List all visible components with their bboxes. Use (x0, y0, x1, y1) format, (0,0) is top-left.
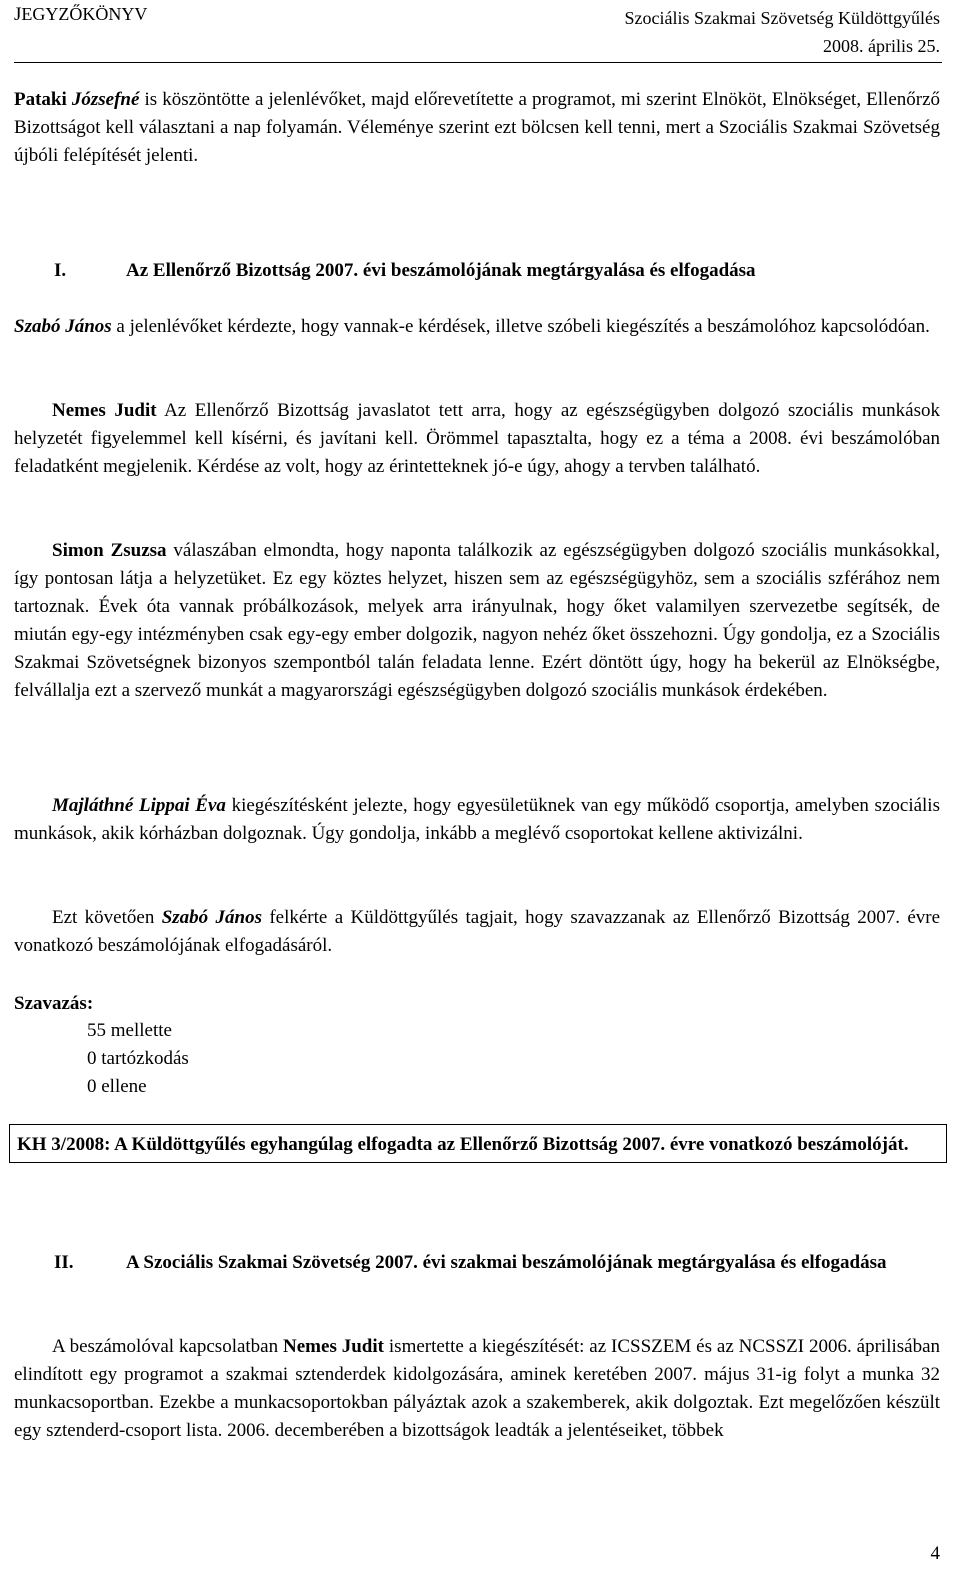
vote-result-against: 0 ellene (87, 1076, 147, 1097)
paragraph-text: ismertette a kiegészítését: az ICSSZEM és az NCSSZI 2006. áprilisában elindított egy programot a szakmai sztenderdek kidolgozására, aminek keretében 2007. május 31-ig folyt a munka 32 munkacsoportban. Ezekbe a munkacsoportokban pályáztak azok a szakemberek, akik dolgoztak. Ezt megelőzően készült egy sztenderd-csoport lista. 2006. decemberében a bizottságok leadták a jelentéseiket, többek (14, 1336, 941, 1441)
paragraph-report (14, 1333, 940, 1445)
event-date: 2008. április 25. (823, 36, 940, 56)
speaker-name: Szabó János (14, 316, 112, 337)
speaker-name: Szabó János (161, 907, 262, 928)
speaker-name: Nemes Judit (52, 400, 157, 421)
paragraph-simon (14, 537, 940, 705)
vote-result-for: 55 mellette (87, 1020, 172, 1041)
paragraph-nemes (14, 397, 940, 481)
paragraph-text: felkérte a Küldöttgyűlés tagjait, hogy szavazzanak az Ellenőrző Bizottság 2007. évre vonatkozó beszámolójának elfogadásáról. (14, 907, 941, 956)
paragraph-text: Az Ellenőrző Bizottság javaslatot tett arra, hogy az egészségügyben dolgozó szociális munkások helyzetét figyelemmel kell kísérni, és javítani kell. Örömmel tapasztalta, hogy ez a téma a 2008. évi beszámolóban feladatként megjelenik. Kérdése az volt, hogy az érintetteknek jó-e úgy, ahogy a tervben található. (14, 400, 940, 477)
paragraph-text: a jelenlévőket kérdezte, hogy vannak-e kérdések, illetve szóbeli kiegészítés a beszámolóhoz kapcsolódóan. (116, 316, 930, 337)
section-heading-2 (54, 1249, 940, 1277)
speaker-name: Pataki (14, 89, 67, 110)
section-heading-1 (54, 257, 940, 285)
paragraph-vote-request (14, 904, 940, 960)
page-number: 4 (930, 1543, 940, 1564)
section-number: I. (54, 260, 67, 281)
decision-box (9, 1124, 947, 1163)
speaker-name: Simon Zsuzsa (52, 540, 167, 561)
section-number: II. (54, 1252, 74, 1273)
paragraph-szabo (14, 313, 940, 341)
paragraph-text-lead: A beszámolóval kapcsolatban (52, 1336, 279, 1357)
speaker-name: Majláthné Lippai Éva (52, 795, 226, 816)
vote-label: Szavazás: (14, 993, 94, 1014)
paragraph-text-lead: Ezt követően (52, 907, 155, 928)
section-title: A Szociális Szakmai Szövetség 2007. évi szakmai beszámolójának megtárgyalása és elfogadása (126, 1252, 887, 1273)
speaker-name: Nemes Judit (283, 1336, 384, 1357)
paragraph-text: is köszöntötte a jelenlévőket, majd előrevetítette a programot, mi szerint Elnököt, Elnökséget, Ellenőrző Bizottságot kell választani a nap folyamán. Véleménye szerint ezt bölcsen kell tenni, mert a Szociális Szakmai Szövetség újbóli felépítését jelenti. (14, 89, 941, 166)
vote-result-abstain: 0 tartózkodás (87, 1048, 189, 1069)
event-title: Szociális Szakmai Szövetség Küldöttgyűlés (624, 8, 940, 28)
paragraph-text: válaszában elmondta, hogy naponta találkozik az egészségügyben dolgozó szociális munkásokkal, így pontosan látja a helyzetüket. Ez egy köztes helyzet, hiszen sem az egészségügyhöz, sem a szociális szférához nem tartoznak. Évek óta vannak próbálkozások, melyek arra irányulnak, hogy őket valamilyen szervezetbe segítsék, de miután egy-egy intézményben csak egy-egy ember dolgozik, nagyon nehéz őket összehozni. Úgy gondolja, ez a Szociális Szakmai Szövetségnek bizonyos szempontból talán feladata lenne. Ezért döntött úgy, hogy ha bekerül az Elnökségbe, felvállalja ezt a szervező munkát a magyarországi egészségügyben dolgozó szociális munkások érdekében. (14, 540, 941, 701)
paragraph-text: kiegészítésként jelezte, hogy egyesületüknek van egy működő csoportja, amelyben szociális munkások, akik kórházban dolgoznak. Úgy gondolja, inkább a meglévő csoportokat kellene aktivizálni. (14, 795, 940, 844)
speaker-name-italic: Józsefné (71, 89, 140, 110)
document-type: JEGYZŐKÖNYV (14, 4, 148, 25)
header-divider (14, 62, 942, 63)
document-header-info (625, 4, 940, 60)
section-title: Az Ellenőrző Bizottság 2007. évi beszámolójának megtárgyalása és elfogadása (126, 260, 756, 281)
paragraph-majlathne (14, 792, 940, 848)
paragraph-opening (14, 86, 940, 170)
decision-text: KH 3/2008: A Küldöttgyűlés egyhangúlag elfogadta az Ellenőrző Bizottság 2007. évre vonatkozó beszámolóját. (17, 1134, 909, 1155)
